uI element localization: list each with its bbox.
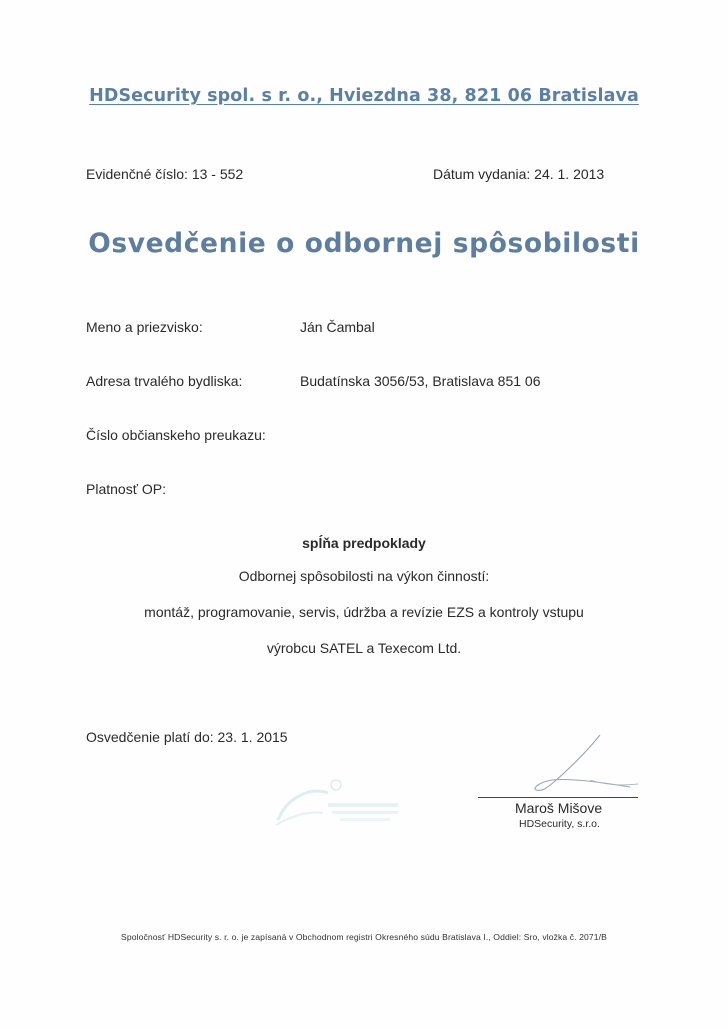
signatory-name: Maroš Mišove [515, 800, 603, 816]
manufacturer-line: výrobcu SATEL a Texecom Ltd. [266, 640, 462, 656]
field-label-address: Adresa trvalého bydliska: [86, 373, 243, 389]
field-label-id-validity: Platnosť OP: [86, 481, 166, 497]
fulfills-requirements: spĺňa predpoklady [302, 535, 426, 551]
signature-line [478, 797, 638, 798]
stamp-graphic [268, 775, 418, 835]
issue-date: Dátum vydania: 24. 1. 2013 [433, 166, 605, 182]
document-title: Osvedčenie o odbornej spôsobilosti [88, 228, 640, 259]
competence-line: Odbornej spôsobilosti na výkon činností: [238, 568, 490, 584]
field-value-name: Ján Čambal [300, 319, 375, 335]
validity-date: Osvedčenie platí do: 23. 1. 2015 [86, 729, 288, 745]
field-value-address: Budatínska 3056/53, Bratislava 851 06 [300, 373, 541, 389]
signatory-company: HDSecurity, s.r.o. [519, 818, 600, 830]
activities-line: montáž, programovanie, servis, údržba a revízie EZS a kontroly vstupu [144, 604, 584, 620]
company-header: HDSecurity spol. s r. o., Hviezdna 38, 821 06 Bratislava [89, 86, 639, 106]
handwritten-signature [470, 730, 650, 800]
footer-registration-note: Spoločnosť HDSecurity s. r. o. je zapísaná v Obchodnom registri Okresného súdu Bratislava I., Oddiel: Sro, vložka č. 2071/B [120, 932, 608, 942]
registration-number: Evidenčné číslo: 13 - 552 [86, 166, 244, 182]
field-label-id-number: Číslo občianskeho preukazu: [86, 427, 266, 443]
field-label-name: Meno a priezvisko: [86, 319, 203, 335]
